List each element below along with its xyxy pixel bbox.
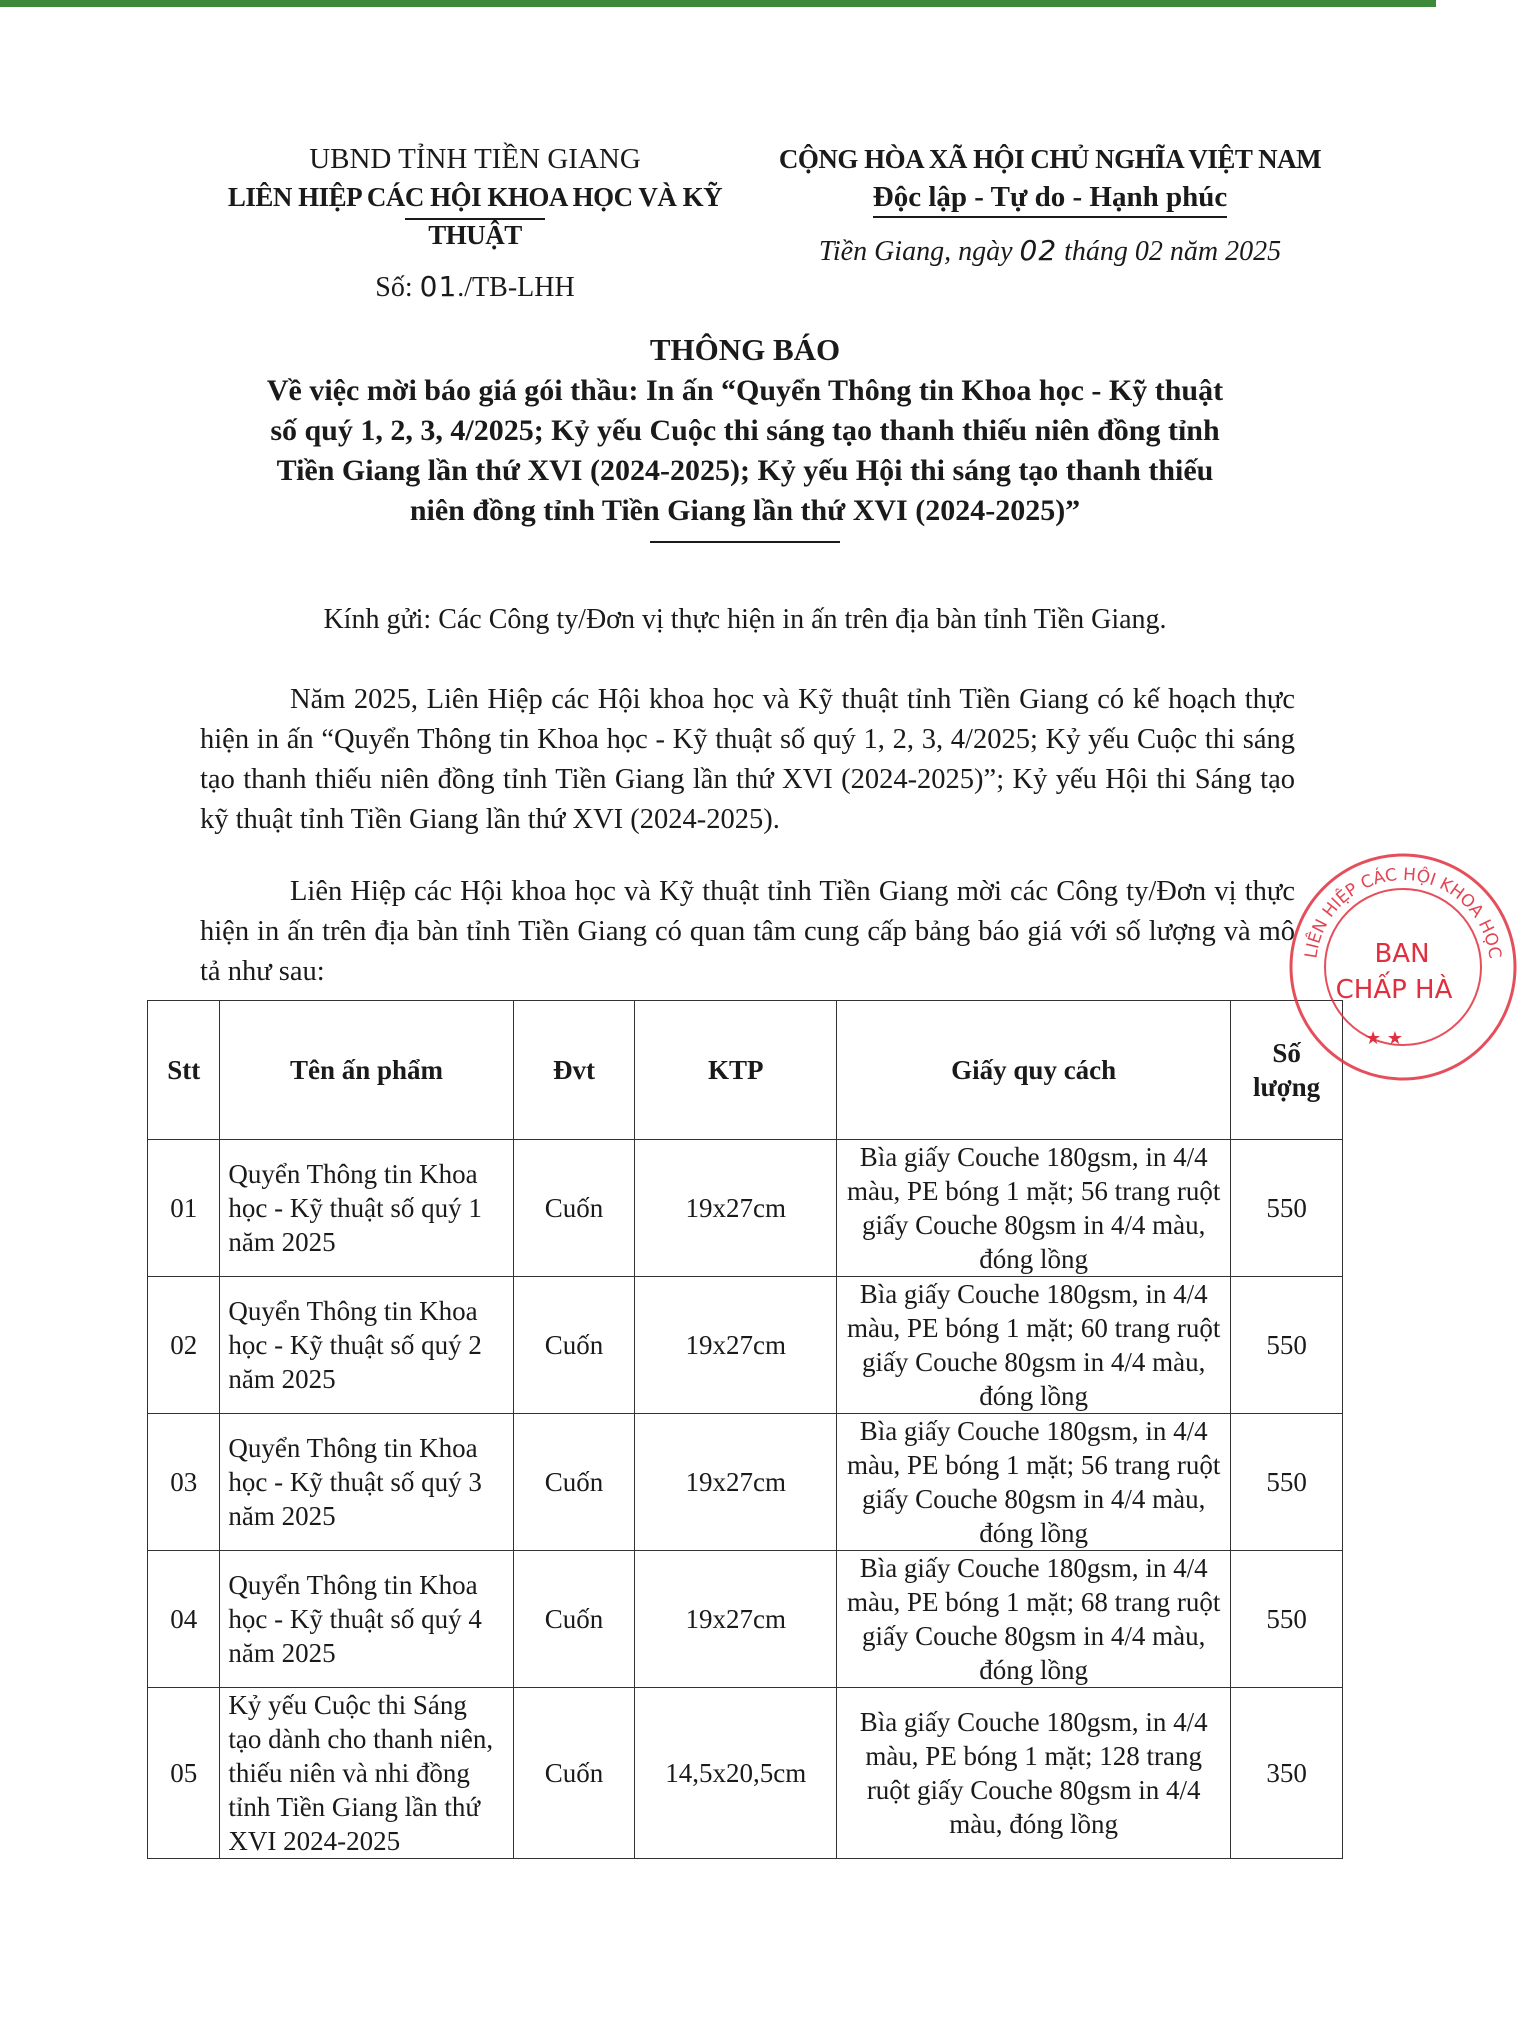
table-row	[148, 1140, 1343, 1277]
cell-ktp: 14,5x20,5cm	[635, 1688, 837, 1859]
cell-unit: Cuốn	[513, 1414, 635, 1551]
cell-qty: 550	[1231, 1414, 1343, 1551]
cell-spec: Bìa giấy Couche 180gsm, in 4/4 màu, PE bóng 1 mặt; 56 trang ruột giấy Couche 80gsm in 4/4 màu, đóng lồng	[837, 1414, 1231, 1551]
national-header	[770, 140, 1330, 271]
organization-seal-stamp	[1288, 852, 1518, 1082]
cell-ktp: 19x27cm	[635, 1140, 837, 1277]
table-row	[148, 1688, 1343, 1859]
seal-graphic	[1288, 852, 1518, 1082]
cell-spec: Bìa giấy Couche 180gsm, in 4/4 màu, PE bóng 1 mặt; 68 trang ruột giấy Couche 80gsm in 4/4 màu, đóng lồng	[837, 1551, 1231, 1688]
seal-arc-text: LIÊN HIỆP CÁC HỘI KHOA HỌC	[1301, 864, 1505, 960]
document-title: THÔNG BÁO	[649, 332, 841, 367]
cell-unit: Cuốn	[513, 1140, 635, 1277]
table-header-row	[148, 1001, 1343, 1140]
table-row	[148, 1277, 1343, 1414]
place-date-suffix: tháng 02 năm 2025	[1057, 236, 1282, 267]
doc-number-suffix: ./TB-LHH	[457, 272, 575, 303]
seal-center-line-1: BAN	[1374, 939, 1430, 969]
subject-line: niên đồng tỉnh Tiền Giang lần thứ XVI (2024-2025)”	[409, 494, 1081, 527]
col-header-name: Tên ấn phẩm	[220, 1001, 513, 1140]
cell-stt: 03	[148, 1414, 220, 1551]
issuer-header	[195, 140, 755, 307]
cell-qty: 550	[1231, 1140, 1343, 1277]
cell-ktp: 19x27cm	[635, 1277, 837, 1414]
issuer-parent-org: UBND TỈNH TIỀN GIANG	[309, 143, 641, 175]
cell-unit: Cuốn	[513, 1277, 635, 1414]
cell-qty: 350	[1231, 1688, 1343, 1859]
doc-number-prefix: Số:	[375, 272, 420, 303]
cell-spec: Bìa giấy Couche 180gsm, in 4/4 màu, PE bóng 1 mặt; 60 trang ruột giấy Couche 80gsm in 4/4 màu, đóng lồng	[837, 1277, 1231, 1414]
cell-unit: Cuốn	[513, 1688, 635, 1859]
issuer-underline	[405, 218, 545, 220]
cell-qty: 550	[1231, 1277, 1343, 1414]
issuer-org: LIÊN HIỆP CÁC HỘI KHOA HỌC VÀ KỸ THUẬT	[227, 182, 723, 250]
cell-name: Quyển Thông tin Khoa học - Kỹ thuật số quý 4 năm 2025	[220, 1551, 513, 1688]
document-title-block	[195, 330, 1295, 543]
cell-name: Kỷ yếu Cuộc thi Sáng tạo dành cho thanh niên, thiếu niên và nhi đồng tỉnh Tiền Giang lần thứ XVI 2024-2025	[220, 1688, 513, 1859]
body-paragraph-1: Năm 2025, Liên Hiệp các Hội khoa học và Kỹ thuật tỉnh Tiền Giang có kế hoạch thực hiện in ấn “Quyển Thông tin Khoa học - Kỹ thuật số quý 1, 2, 3, 4/2025; Kỷ yếu Cuộc thi sáng tạo thanh thiếu niên đồng tỉnh Tiền Giang lần thứ XVI (2024-2025)”; Kỷ yếu Hội thi Sáng tạo kỹ thuật tỉnh Tiền Giang lần thứ XVI (2024-2025).	[200, 684, 1295, 835]
subject-line: số quý 1, 2, 3, 4/2025; Kỷ yếu Cuộc thi sáng tạo thanh thiếu niên đồng tỉnh	[270, 414, 1220, 447]
body-paragraph-2: Liên Hiệp các Hội khoa học và Kỹ thuật tỉnh Tiền Giang mời các Công ty/Đơn vị thực hiện in ấn trên địa bàn tỉnh Tiền Giang có quan tâm cung cấp bảng báo giá với số lượng và mô tả như sau:	[200, 876, 1295, 987]
subject-line: Về việc mời báo giá gói thầu: In ấn “Quyển Thông tin Khoa học - Kỹ thuật	[266, 374, 1224, 407]
cell-name: Quyển Thông tin Khoa học - Kỹ thuật số quý 1 năm 2025	[220, 1140, 513, 1277]
cell-spec: Bìa giấy Couche 180gsm, in 4/4 màu, PE bóng 1 mặt; 128 trang ruột giấy Couche 80gsm in 4/4 màu, đóng lồng	[837, 1688, 1231, 1859]
recipient-line: Kính gửi: Các Công ty/Đơn vị thực hiện in ấn trên địa bàn tỉnh Tiền Giang.	[323, 604, 1167, 635]
seal-center-line-2: CHẤP HÀ	[1335, 975, 1453, 1005]
col-header-stt: Stt	[148, 1001, 220, 1140]
cell-ktp: 19x27cm	[635, 1551, 837, 1688]
col-header-unit: Đvt	[513, 1001, 635, 1140]
doc-number-handwritten: 01	[419, 270, 458, 303]
cell-stt: 02	[148, 1277, 220, 1414]
place-date	[770, 232, 1330, 271]
table-row	[148, 1551, 1343, 1688]
national-motto: Độc lập - Tự do - Hạnh phúc	[873, 178, 1228, 218]
col-header-qty: Số lượng	[1231, 1001, 1343, 1140]
cell-name: Quyển Thông tin Khoa học - Kỹ thuật số quý 2 năm 2025	[220, 1277, 513, 1414]
table-row	[148, 1414, 1343, 1551]
price-quote-table	[147, 1000, 1343, 1859]
cell-stt: 01	[148, 1140, 220, 1277]
cell-stt: 04	[148, 1551, 220, 1688]
col-header-spec: Giấy quy cách	[837, 1001, 1231, 1140]
national-title: CỘNG HÒA XÃ HỘI CHỦ NGHĨA VIỆT NAM	[778, 144, 1322, 174]
document-number	[195, 268, 755, 307]
col-header-ktp: KTP	[635, 1001, 837, 1140]
cell-stt: 05	[148, 1688, 220, 1859]
subject-line: Tiền Giang lần thứ XVI (2024-2025); Kỷ yếu Hội thi sáng tạo thanh thiếu	[276, 454, 1214, 487]
seal-star-icon: ★ ★	[1365, 1028, 1403, 1049]
cell-unit: Cuốn	[513, 1551, 635, 1688]
title-underline	[650, 541, 840, 543]
place-date-prefix: Tiền Giang, ngày	[818, 236, 1020, 267]
cell-spec: Bìa giấy Couche 180gsm, in 4/4 màu, PE bóng 1 mặt; 56 trang ruột giấy Couche 80gsm in 4/4 màu, đóng lồng	[837, 1140, 1231, 1277]
cell-qty: 550	[1231, 1551, 1343, 1688]
cell-ktp: 19x27cm	[635, 1414, 837, 1551]
document-subject	[195, 371, 1295, 531]
place-date-day-handwritten: 02	[1019, 234, 1058, 267]
cell-name: Quyển Thông tin Khoa học - Kỹ thuật số quý 3 năm 2025	[220, 1414, 513, 1551]
